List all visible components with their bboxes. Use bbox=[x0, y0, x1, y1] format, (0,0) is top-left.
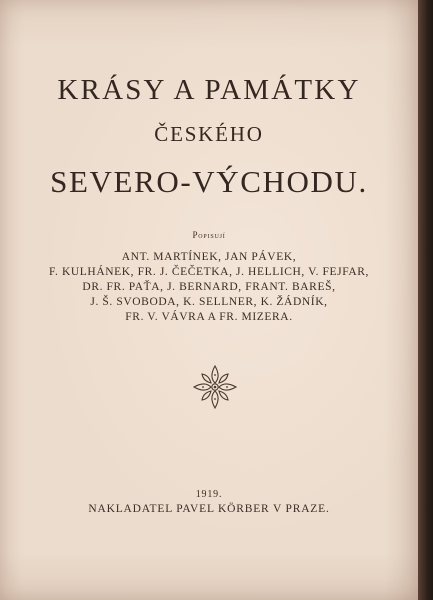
author-line-3: DR. FR. PAŤA, J. BERNARD, FRANT. BAREŠ, bbox=[82, 281, 336, 293]
book-binding-edge bbox=[418, 0, 433, 600]
author-line-1: ANT. MARTÍNEK, JAN PÁVEK, bbox=[121, 251, 297, 263]
title-line-1: KRÁSY A PAMÁTKY bbox=[57, 74, 361, 106]
publication-year: 1919. bbox=[195, 489, 223, 500]
authors-intro: Popisují bbox=[192, 230, 226, 240]
floral-ornament-icon bbox=[192, 364, 238, 410]
author-line-2: F. KULHÁNEK, FR. J. ČEČETKA, J. HELLICH, V. FEJFAR, bbox=[48, 266, 370, 278]
title-line-2: ČESKÉHO bbox=[154, 122, 264, 146]
author-line-5: FR. V. VÁVRA A FR. MIZERA. bbox=[125, 311, 293, 323]
publisher-line: NAKLADATEL PAVEL KÖRBER V PRAZE. bbox=[88, 503, 330, 515]
author-line-4: J. Š. SVOBODA, K. SELLNER, K. ŽÁDNÍK, bbox=[90, 296, 328, 308]
title-line-3: SEVERO-VÝCHODU. bbox=[50, 164, 368, 199]
